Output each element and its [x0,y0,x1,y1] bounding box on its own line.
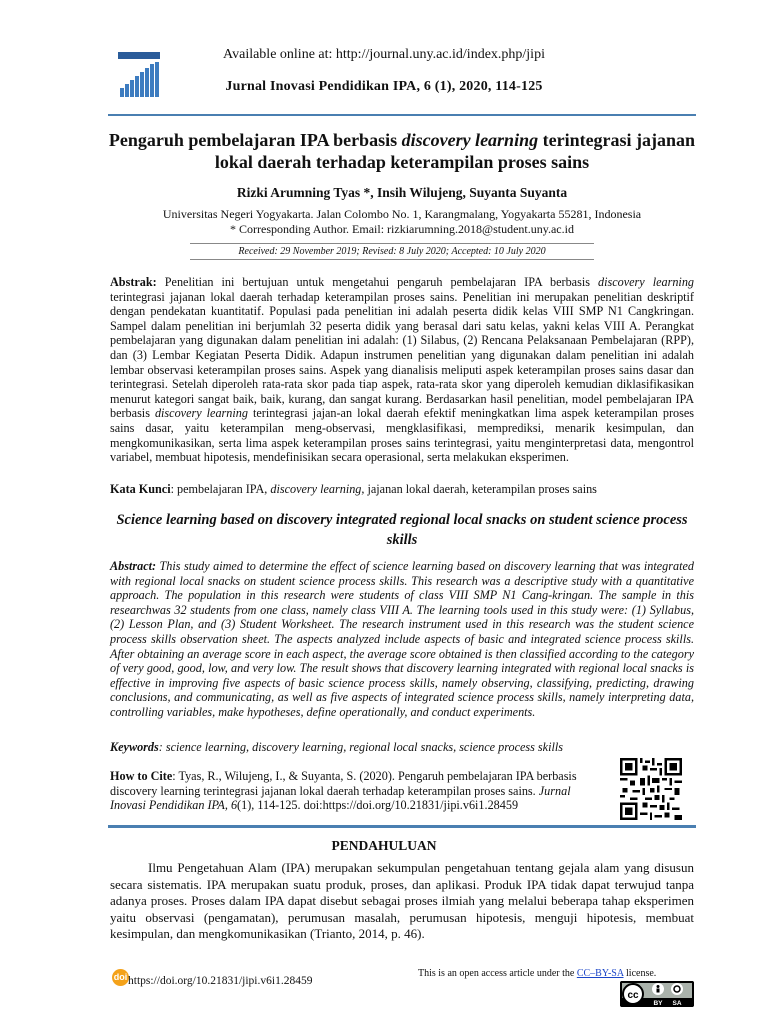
how-to-cite-text-1: : Tyas, R., Wilujeng, I., & Suyanta, S. (2020). Pengaruh pembelajaran IPA berbasis discovery learning terintegrasi jajanan lokal daerah terhadap keterampilan proses sains. [110,769,577,798]
cc-sa-label: SA [672,1000,682,1007]
section-rule [108,825,696,828]
journal-citation: Jurnal Inovasi Pendidikan IPA, 6 (1), 2020, 114-125 [225,79,543,94]
qr-code-icon[interactable] [620,758,682,820]
keywords-text: : science learning, discovery learning, regional local snacks, science process skills [158,740,563,754]
cc-by-label: BY [653,1000,663,1007]
kata-kunci-line [110,482,694,497]
available-online-line: Available online at: http://journal.uny.ac.id/index.php/jipi [223,47,545,62]
kata-kunci-text-2: jajanan lokal daerah, keterampilan proses sains [364,482,597,496]
section-heading: PENDAHULUAN [331,838,437,853]
title-text-1: Pengaruh pembelajaran IPA berbasis [108,130,402,150]
cc-by-sa-badge-icon[interactable] [620,981,694,1007]
how-to-cite-italic: Jurnal Inovasi Pendidikan IPA, 6 [110,783,571,813]
keywords-line [110,740,694,755]
how-to-cite-text-2: (1), 114-125. doi:https://doi.org/10.21831/jipi.v6i1.28459 [237,798,519,813]
english-title: Science learning based on discovery integrated regional local snacks on student science process skills [116,512,688,548]
kata-kunci-label: Kata Kunci [110,482,171,496]
title-text-2: terintegrasi jajanan lokal daerah terhadap keterampilan proses sains [214,130,696,172]
title-italic: discovery learning [401,130,539,150]
kata-kunci-italic: discovery learning, [270,482,365,496]
doi-link[interactable]: https://doi.org/10.21831/jipi.v6i1.28459 [128,975,313,987]
svg-text:cc: cc [627,990,639,1001]
abstrak-label: Abstrak: [110,275,157,289]
abstrak-paragraph [110,275,694,465]
english-abstract-paragraph [110,559,694,720]
how-to-cite [110,769,590,813]
how-to-cite-label: How to Cite [110,769,173,783]
abstract-text: This study aimed to determine the effect of science learning based on discovery learning that was integrated with regional local snacks on student science process skills. This research was a descriptive study with a quantitative approach. The population in this research were students of class VIII SMP N1 Cang-kringan. The sample in this researchwas 32 students from one class, namely class VIII A. The learning tools used in this study were: (1) Syllabus, (2) Lesson Plan, and (3) Student Worksheet. The research instrument used in this research was the student science process skills observation sheet. The aspects analyzed include aspects of basic and integrated science process skills. After obtaining an average score in each aspect, the average score obtained is then classified according to the category of very good, good, low, and very low. The result shows that discovery learning integrated with regional local snacks is effective in improving five aspects of basic science process skills, namely observing, classifying, predicting, drawing conclusions, and communicating, as well as five aspects of integrated science process skills, namely interpreting data, controlling variables, make hypotheses, define operationally, and conduct experiments. [110,559,694,719]
author-list: Rizki Arumning Tyas *, Insih Wilujeng, Suyanta Suyanta [236,185,568,200]
open-access-suffix: license. [623,968,657,979]
header-rule [108,114,696,116]
kata-kunci-text-1: : pembelajaran IPA, [170,482,271,496]
abstrak-text-1: Penelitian ini bertujuan untuk mengetahui pengaruh pembelajaran IPA berbasis [156,275,598,289]
abstrak-text-2: terintegrasi jajanan lokal daerah terhadap keterampilan proses sains. Penelitian ini merupakan penelitian deskriptif dengan pendekatan kuantitatif. Populasi pada penelitian ini adalah peserta didik kelas VIII SMP N1 Cangkringan. Sampel dalam penelitian ini berjumlah 32 peserta didik yang berasal dari satu kelas, yakni kelas VIII A. Perangkat pembelajaran yang digunakan dalam penelitian ini adalah: (1) Silabus, (2) Rencana Pelaksanaan Pembelajaran (RPP), dan (3) Lembar Kegiatan Peserta Didik. Adapun instrumen penelitian yang digunakan dalam penelitian ini adalah lembar observasi keterampilan proses sains. Aspek yang dianalisis meliputi aspek keterampilan proses sains dasar dan terintegrasi. Setelah diperoleh rata-rata skor pada tiap aspek, rata-rata skor yang diperoleh kemudian diklasifikasikan menurut kategori sangat baik, baik, kurang, dan sangat kurang. Berdasarkan hasil penelitian, model pembelajaran IPA berbasis [110,289,694,421]
abstrak-italic-2: discovery learning [154,406,248,421]
doi-icon: doi [112,969,129,986]
open-access-prefix: This is an open access article under the [418,968,577,979]
corresponding-author: * Corresponding Author. Email: rizkiarumning.2018@student.uny.ac.id [230,222,574,236]
open-access-notice [418,968,656,979]
keywords-label: Keywords [110,740,159,754]
cc-license-link[interactable]: CC–BY-SA [576,968,624,979]
abstrak-italic-1: discovery learning [597,275,695,289]
article-title [108,129,696,173]
received-dates: Received: 29 November 2019; Revised: 8 July 2020; Accepted: 10 July 2020 [190,243,594,260]
introduction-paragraph: Ilmu Pengetahuan Alam (IPA) merupakan sekumpulan pengetahuan tentang gejala alam yang disusun secara sistematis. IPA merupakan suatu produk, proses, dan aplikasi. Produk IPA tidak dapat terwujud tanpa adanya proses. Proses dalam IPA dapat disebut sebagai proses ilmiah yang melalui beberapa tahap eksperimen yaitu observasi (pengamatan), perumusan masalah, perumusan hipotesis, menguji hipotesis, membuat kesimpulan, dan mengkomunikasikan (Trianto, 2014, p. 46). [110,860,694,941]
abstrak-text-3: terintegrasi jajan-an lokal daerah efektif meningkatkan lima aspek keterampilan proses sains dasar, yaitu keterampilan meng-observasi, mengklasifikasi, memprediksi, menarik kesimpulan, dan mengkomunikasikan, serta lima aspek keterampilan proses sains terintegrasi, yaitu menginterpretasi data, mengontrol variabel, membuat hipotesis, mendefinisikan secara operasional, serta melakukan eksperimen. [110,406,695,465]
affiliation: Universitas Negeri Yogyakarta. Jalan Colombo No. 1, Karangmalang, Yogyakarta 55281, Indonesia [162,207,642,221]
abstract-label: Abstract: [110,559,157,573]
affiliation-block [108,207,696,237]
